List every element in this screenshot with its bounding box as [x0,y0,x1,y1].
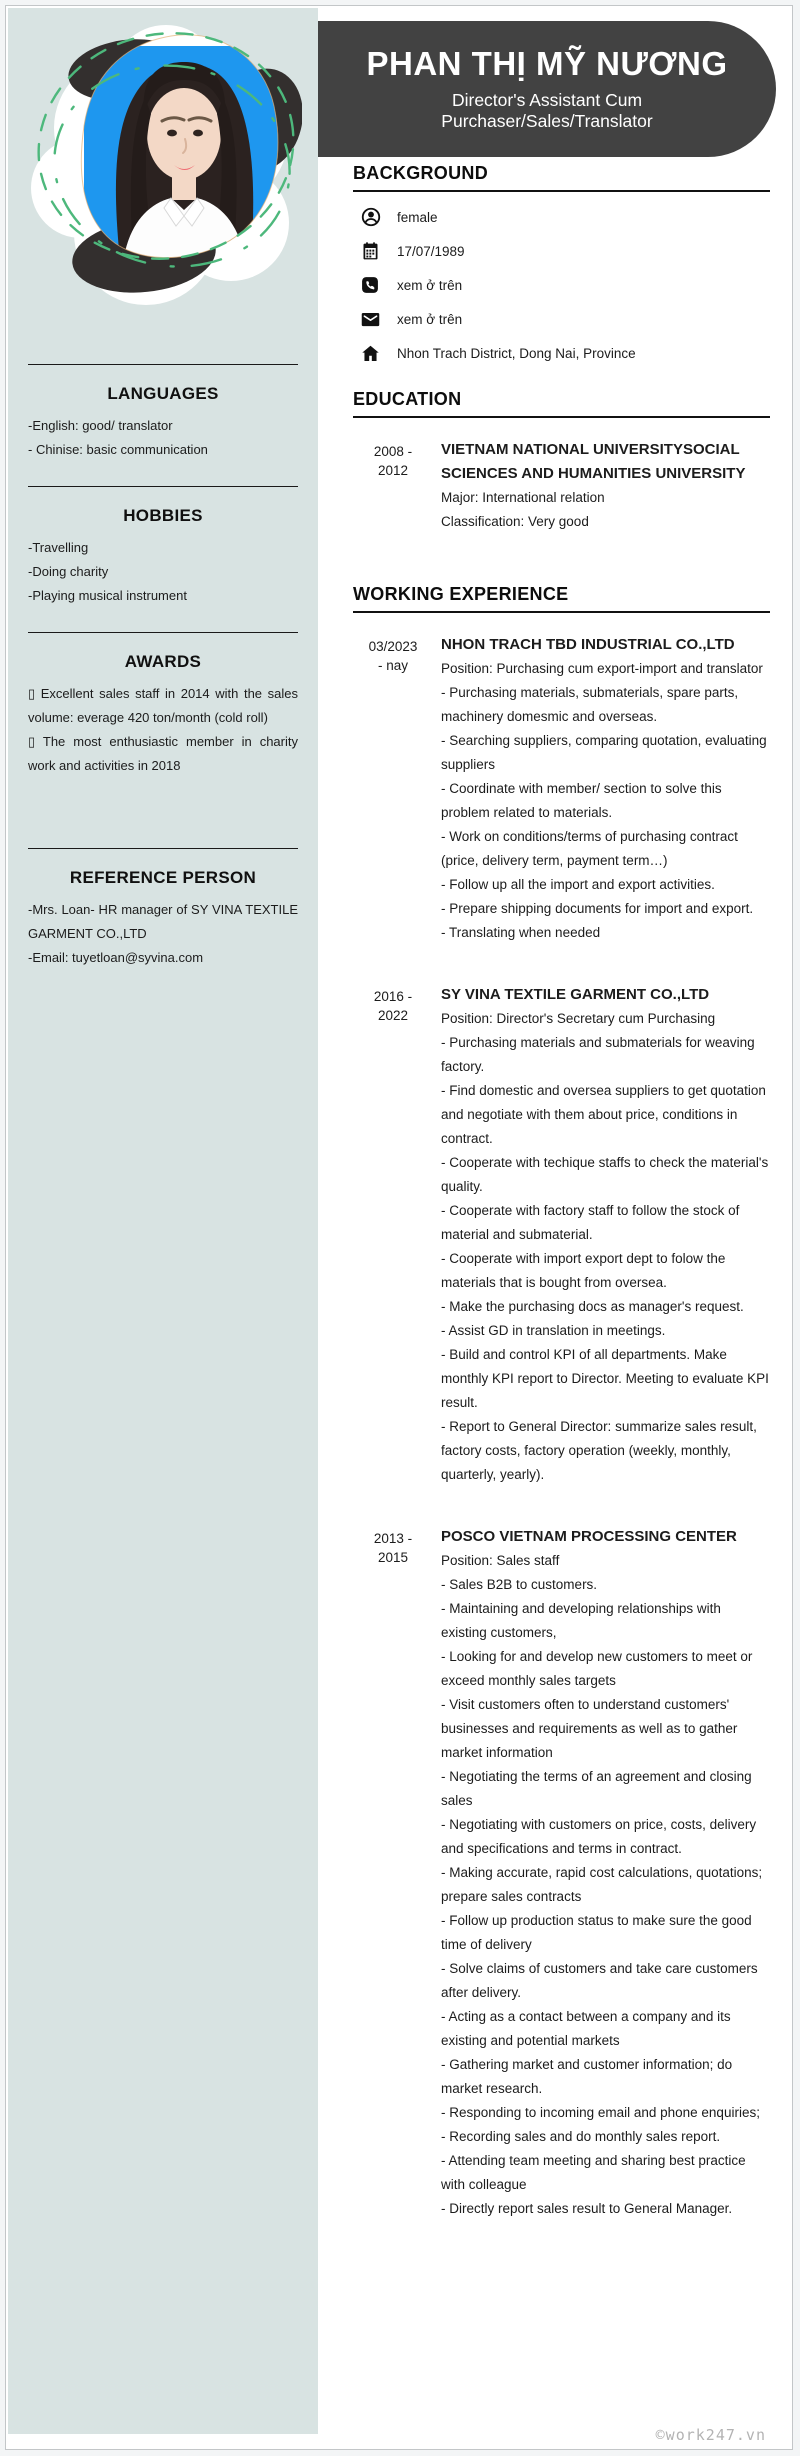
language-item: -English: good/ translator [28,418,173,433]
job-line: - Recording sales and do monthly sales report. [441,2129,721,2144]
job-entry [353,1525,770,2221]
mail-icon [353,309,397,330]
job-line: - Make the purchasing docs as manager's request. [441,1299,744,1314]
period-start: 2013 - [373,1531,413,1546]
job-line: - Visit customers often to understand customers' businesses and requirements as well as to gather market information [441,1697,738,1760]
main-column [318,6,793,2259]
job-line: - Find domestic and oversea suppliers to get quotation and negotiate with them about price, conditions in contract. [441,1083,766,1146]
company-name: POSCO VIETNAM PROCESSING CENTER [441,1528,737,1545]
job-line: - Responding to incoming email and phone enquiries; [441,2105,760,2120]
job-entry [353,983,770,1487]
job-title-line1: Director's Assistant Cum [451,90,643,110]
sidebar-section-hobbies [28,506,298,608]
background-title: BACKGROUND [353,162,770,192]
education-entry [353,438,770,534]
job-line: - Purchasing materials, submaterials, spare parts, machinery domesmic and overseas. [441,685,739,724]
job-line: - Follow up all the import and export activities. [441,877,715,892]
company-name: NHON TRACH TBD INDUSTRIAL CO.,LTD [441,636,735,653]
job-entry [353,633,770,945]
job-line: - Purchasing materials and submaterials for weaving factory. [441,1035,755,1074]
candidate-name: PHAN THỊ MỸ NƯƠNG [366,45,728,82]
award-item: ▯ The most enthusiastic member in charity work and activities in 2018 [28,734,298,773]
hobbies-title: HOBBIES [123,506,203,525]
award-item: ▯ Excellent sales staff in 2014 with the sales volume: everage 420 ton/month (cold roll) [28,686,298,725]
job-line: - Follow up production status to make sure the good time of delivery [441,1913,752,1952]
home-icon [353,343,397,364]
phone-icon [353,275,397,295]
email-value: xem ở trên [397,311,463,327]
education-title: EDUCATION [353,388,770,418]
awards-title: AWARDS [124,652,202,671]
job-line: - Coordinate with member/ section to solve this problem related to materials. [441,781,722,820]
hobby-item: -Playing musical instrument [28,588,187,603]
education-period [353,438,433,534]
sidebar [8,8,318,2434]
job-line: - Solve claims of customers and take care customers after delivery. [441,1961,758,2000]
user-icon [353,206,397,228]
address-value: Nhon Trach District, Dong Nai, Province [397,345,636,361]
birthdate-value: 17/07/1989 [397,243,465,259]
cv-page [5,5,793,2450]
period-start: 2008 - [373,444,413,459]
phone-value: xem ở trên [397,277,463,293]
job-line: - Making accurate, rapid cost calculations, quotations; prepare sales contracts [441,1865,763,1904]
period-end: 2022 [377,1008,409,1023]
background-row-birthdate [353,234,770,268]
job-line: - Cooperate with import export dept to folow the materials that is bought from oversea. [441,1251,726,1290]
job-line: - Build and control KPI of all departments. Make monthly KPI report to Director. Meeting to evaluate KPI result. [441,1347,769,1410]
hobby-item: -Travelling [28,540,89,555]
gender-value: female [397,209,438,225]
background-row-address [353,336,770,370]
watermark: ©work247.vn [655,2426,766,2444]
language-item: - Chinise: basic communication [28,442,208,457]
sidebar-section-languages [28,384,298,462]
job-line: - Maintaining and developing relationships with existing customers, [441,1601,721,1640]
job-line: - Attending team meeting and sharing best practice with colleague [441,2153,746,2192]
job-line: - Report to General Director: summarize sales result, factory costs, factory operation (weekly, monthly, quarterly, yearly). [441,1419,757,1482]
background-row-email [353,302,770,336]
profile-photo-cluster [8,8,318,340]
reference-title: REFERENCE PERSON [69,868,257,887]
background-row-gender [353,200,770,234]
background-row-phone [353,268,770,302]
reference-item: -Email: tuyetloan@syvina.com [28,950,204,965]
period-start: 03/2023 [368,639,418,654]
education-detail: Major: International relation [441,490,605,505]
job-period [353,983,433,1487]
period-end: 2012 [377,463,409,478]
job-line: - Acting as a contact between a company and its existing and potential markets [441,2009,731,2048]
divider [28,486,298,487]
job-line: - Negotiating the terms of an agreement and closing sales [441,1769,752,1808]
job-line: Position: Director's Secretary cum Purchasing [441,1011,716,1026]
divider [28,848,298,849]
languages-title: LANGUAGES [107,384,219,403]
period-end: - nay [377,658,408,673]
section-background [353,162,770,370]
job-line: - Looking for and develop new customers to meet or exceed monthly sales targets [441,1649,753,1688]
sidebar-section-reference [28,868,298,970]
company-name: SY VINA TEXTILE GARMENT CO.,LTD [441,986,710,1003]
divider [28,632,298,633]
job-line: - Assist GD in translation in meetings. [441,1323,666,1338]
period-start: 2016 - [373,989,413,1004]
job-line: - Work on conditions/terms of purchasing contract (price, delivery term, payment term…) [441,829,738,868]
job-period [353,1525,433,2221]
job-line: - Prepare shipping documents for import and export. [441,901,754,916]
job-line: - Directly report sales result to General Manager. [441,2201,733,2216]
job-line: Position: Sales staff [441,1553,560,1568]
sidebar-section-awards [28,652,298,778]
section-education [353,388,770,534]
job-title-line2: Purchaser/Sales/Translator [441,111,653,131]
job-line: - Sales B2B to customers. [441,1577,598,1592]
job-line: - Searching suppliers, comparing quotation, evaluating suppliers [441,733,767,772]
job-line: - Cooperate with techique staffs to check the material's quality. [441,1155,769,1194]
hobby-item: -Doing charity [28,564,109,579]
education-detail: Classification: Very good [441,514,589,529]
section-experience [353,583,770,2221]
job-line: - Translating when needed [441,925,601,940]
experience-title: WORKING EXPERIENCE [353,583,770,613]
job-line: - Cooperate with factory staff to follow the stock of material and submaterial. [441,1203,740,1242]
period-end: 2015 [377,1550,409,1565]
school-name: VIETNAM NATIONAL UNIVERSITYSOCIAL SCIENCES AND HUMANITIES UNIVERSITY [441,441,746,482]
job-period [353,633,433,945]
job-line: - Gathering market and customer information; do market research. [441,2057,733,2096]
profile-photo [26,18,302,338]
calendar-icon [353,241,397,262]
reference-item: -Mrs. Loan- HR manager of SY VINA TEXTILE GARMENT CO.,LTD [28,902,298,941]
divider [28,364,298,365]
job-line: - Negotiating with customers on price, costs, delivery and specifications and terms in contract. [441,1817,757,1856]
job-line: Position: Purchasing cum export-import and translator [441,661,763,676]
